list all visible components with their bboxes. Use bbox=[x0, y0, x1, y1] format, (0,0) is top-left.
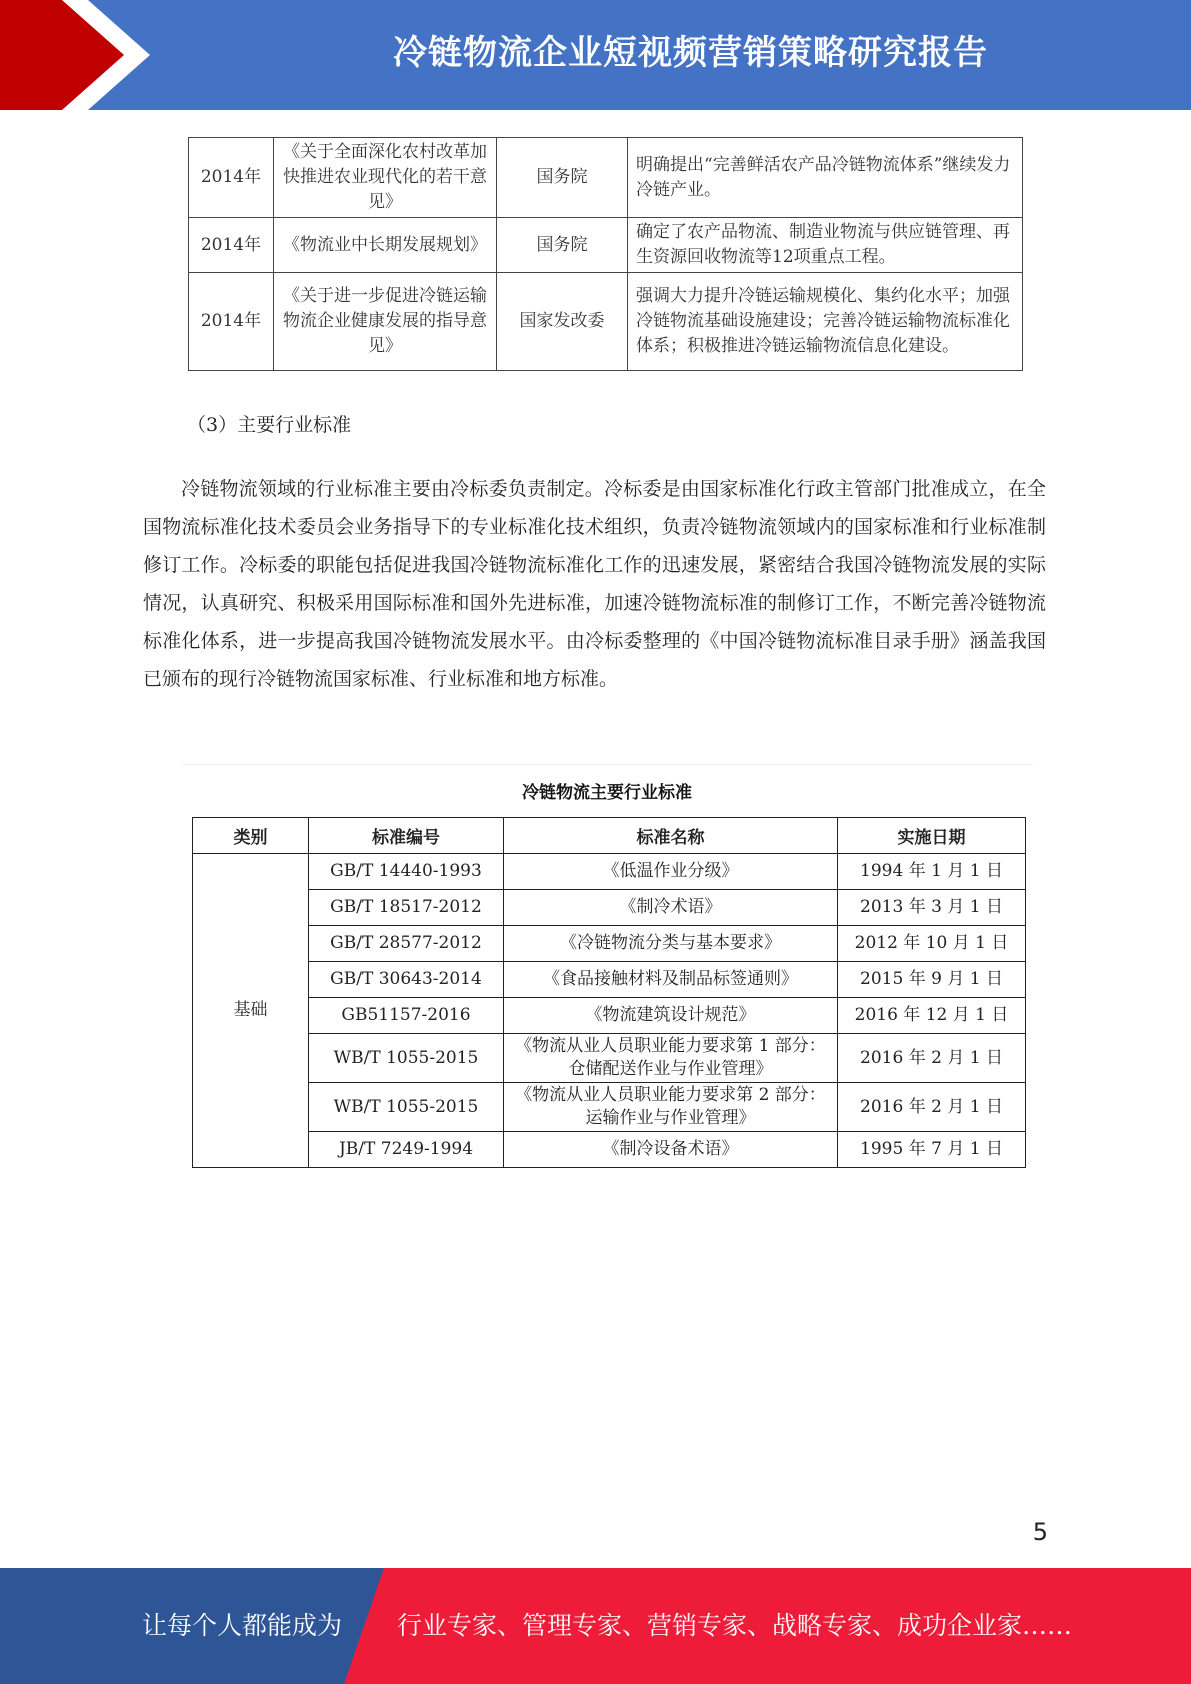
policy-description: 明确提出“完善鲜活农产品冷链物流体系”继续发力冷链产业。 bbox=[628, 138, 1023, 218]
page-number: 5 bbox=[1032, 1518, 1048, 1546]
footer-slogan-left: 让每个人都能成为 bbox=[142, 1611, 343, 1640]
header-name: 标准名称 bbox=[504, 818, 838, 854]
policy-document: 《关于全面深化农村改革加快推进农业现代化的若干意见》 bbox=[274, 138, 497, 218]
policy-department: 国家发改委 bbox=[497, 273, 628, 371]
standard-name: 《物流从业人员职业能力要求第 2 部分：运输作业与作业管理》 bbox=[504, 1083, 838, 1132]
table-row bbox=[193, 890, 1026, 926]
divider bbox=[183, 764, 1033, 765]
standard-code: GB/T 28577-2012 bbox=[309, 926, 504, 962]
table-row bbox=[193, 962, 1026, 998]
header-code: 标准编号 bbox=[309, 818, 504, 854]
table-row bbox=[193, 1132, 1026, 1168]
policy-description: 强调大力提升冷链运输规模化、集约化水平；加强冷链物流基础设施建设；完善冷链运输物流标准化体系；积极推进冷链运输物流信息化建设。 bbox=[628, 273, 1023, 371]
standard-name: 《低温作业分级》 bbox=[504, 854, 838, 890]
standard-code: GB/T 14440-1993 bbox=[309, 854, 504, 890]
standard-code: JB/T 7249-1994 bbox=[309, 1132, 504, 1168]
standard-date: 1994 年 1 月 1 日 bbox=[838, 854, 1026, 890]
document-title: 冷链物流企业短视频营销策略研究报告 bbox=[393, 33, 988, 73]
table-row bbox=[189, 273, 1023, 371]
standard-code: GB/T 18517-2012 bbox=[309, 890, 504, 926]
table-row bbox=[189, 218, 1023, 273]
standard-date: 1995 年 7 月 1 日 bbox=[838, 1132, 1026, 1168]
standard-name: 《冷链物流分类与基本要求》 bbox=[504, 926, 838, 962]
table-header-row bbox=[193, 818, 1026, 854]
policy-description: 确定了农产品物流、制造业物流与供应链管理、再生资源回收物流等12项重点工程。 bbox=[628, 218, 1023, 273]
policy-year: 2014年 bbox=[189, 273, 274, 371]
header-category: 类别 bbox=[193, 818, 309, 854]
policy-table bbox=[188, 137, 1023, 371]
policy-year: 2014年 bbox=[189, 138, 274, 218]
policy-document: 《关于进一步促进冷链运输物流企业健康发展的指导意见》 bbox=[274, 273, 497, 371]
standard-code: GB/T 30643-2014 bbox=[309, 962, 504, 998]
header-chevron-decoration bbox=[0, 0, 160, 110]
standard-name: 《物流从业人员职业能力要求第 1 部分：仓储配送作业与作业管理》 bbox=[504, 1034, 838, 1083]
table-row bbox=[193, 854, 1026, 890]
category-cell: 基础 bbox=[193, 854, 309, 1168]
standard-code: WB/T 1055-2015 bbox=[309, 1034, 504, 1083]
standard-date: 2016 年 2 月 1 日 bbox=[838, 1083, 1026, 1132]
standard-name: 《制冷设备术语》 bbox=[504, 1132, 838, 1168]
standard-date: 2016 年 12 月 1 日 bbox=[838, 998, 1026, 1034]
footer-slogan-right: 行业专家、管理专家、营销专家、战略专家、成功企业家…… bbox=[397, 1611, 1073, 1640]
table-row bbox=[189, 138, 1023, 218]
table-caption: 冷链物流主要行业标准 bbox=[522, 783, 692, 803]
header-date: 实施日期 bbox=[838, 818, 1026, 854]
standard-code: GB51157-2016 bbox=[309, 998, 504, 1034]
standards-table bbox=[192, 817, 1026, 1168]
table-row bbox=[193, 998, 1026, 1034]
policy-department: 国务院 bbox=[497, 218, 628, 273]
table-row bbox=[193, 1083, 1026, 1132]
standard-date: 2016 年 2 月 1 日 bbox=[838, 1034, 1026, 1083]
standard-name: 《物流建筑设计规范》 bbox=[504, 998, 838, 1034]
standard-date: 2015 年 9 月 1 日 bbox=[838, 962, 1026, 998]
page-footer bbox=[0, 1568, 1191, 1684]
standard-name: 《制冷术语》 bbox=[504, 890, 838, 926]
table-row bbox=[193, 926, 1026, 962]
policy-document: 《物流业中长期发展规划》 bbox=[274, 218, 497, 273]
policy-department: 国务院 bbox=[497, 138, 628, 218]
standard-name: 《食品接触材料及制品标签通则》 bbox=[504, 962, 838, 998]
table-row bbox=[193, 1034, 1026, 1083]
standard-date: 2012 年 10 月 1 日 bbox=[838, 926, 1026, 962]
standard-code: WB/T 1055-2015 bbox=[309, 1083, 504, 1132]
standard-date: 2013 年 3 月 1 日 bbox=[838, 890, 1026, 926]
body-paragraph: 冷链物流领域的行业标准主要由冷标委负责制定。冷标委是由国家标准化行政主管部门批准成立，在全国物流标准化技术委员会业务指导下的专业标准化技术组织，负责冷链物流领域内的国家标准和行业标准制修订工作。冷标委的职能包括促进我国冷链物流标准化工作的迅速发展，紧密结合我国冷链物流发展的实际情况，认真研究、积极采用国际标准和国外先进标准，加速冷链物流标准的制修订工作，不断完善冷链物流标准化体系，进一步提高我国冷链物流发展水平。由冷标委整理的《中国冷链物流标准目录手册》涵盖我国已颁布的现行冷链物流国家标准、行业标准和地方标准。 bbox=[143, 478, 1046, 690]
policy-year: 2014年 bbox=[189, 218, 274, 273]
section-heading: （3）主要行业标准 bbox=[187, 414, 352, 436]
page-header bbox=[0, 0, 1191, 110]
